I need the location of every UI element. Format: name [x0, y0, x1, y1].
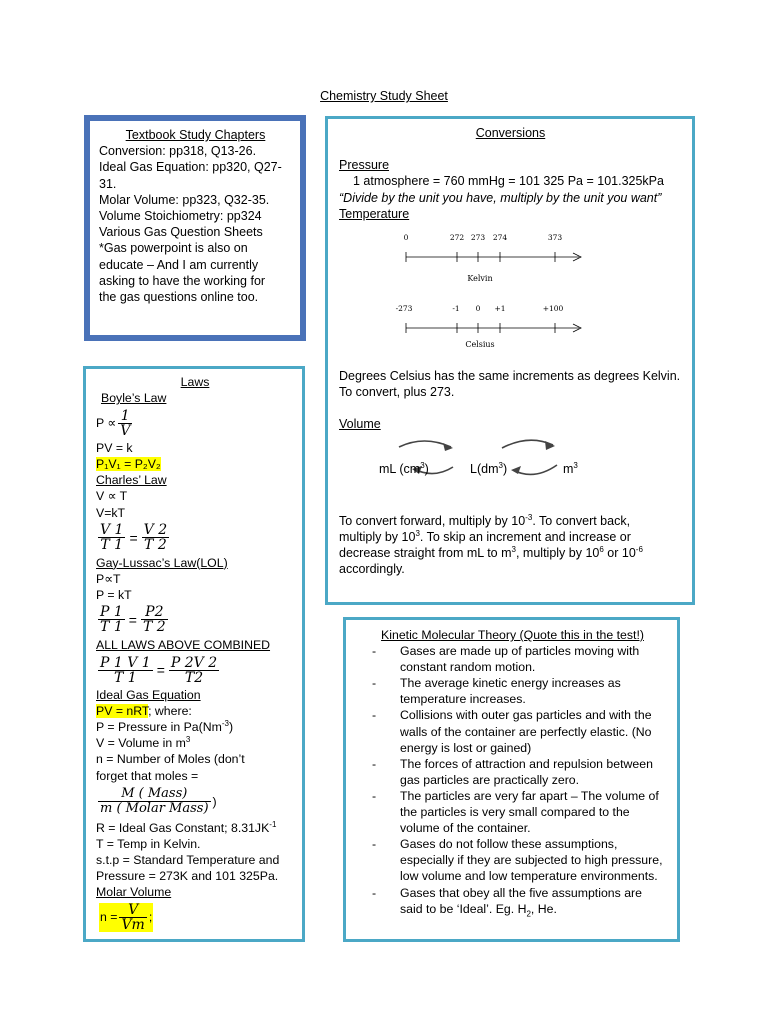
charles-law-heading: Charles’ Law — [96, 473, 167, 488]
gay-lussac-heading: Gay-Lussac’s Law(LOL) — [96, 555, 228, 570]
boyles-law-heading: Boyle’s Law — [101, 391, 167, 406]
kmt-item: - The average kinetic energy increases as temperature increases. — [356, 675, 669, 707]
charles-v-kt: V=kT — [96, 505, 126, 520]
volume-m-label: $m^3$ — [563, 460, 578, 476]
laws-box — [83, 366, 305, 942]
kmt-item: - The particles are very far apart – The volume of the particles is very small compared to the volume of the container. — [356, 788, 669, 836]
stp-definition: s.t.p = Standard Temperature and — [96, 852, 280, 867]
celsius-tick-label: -273 — [395, 304, 413, 314]
boyles-formula: P₁V₁ = P₂V₂ — [96, 457, 161, 472]
kmt-list — [356, 643, 669, 917]
conversions-heading: Conversions — [475, 126, 546, 140]
kmt-heading: Kinetic Molecular Theory (Quote this in the test!) — [381, 628, 644, 642]
combined-formula: $\frac{P 1 V 1}{T 1}$ = $\frac{P 2V 2}{T2}$ — [100, 654, 218, 686]
laws-heading: Laws — [180, 375, 210, 389]
kelvin-tick-label: 273 — [470, 233, 486, 243]
moles-definition: n = Number of Moles (don’t — [96, 752, 245, 767]
kmt-item: - Gases are made up of particles moving with constant random motion. — [356, 643, 669, 675]
volume-heading: Volume — [339, 417, 381, 432]
moles-definition: forget that moles = — [96, 768, 199, 783]
kmt-box — [343, 617, 680, 942]
volume-conversion-diagram — [339, 433, 682, 495]
kmt-item: - Collisions with outer gas particles and with the walls of the container are perfectly elastic. (No energy is lost or gained) — [356, 707, 669, 755]
volume-note: To convert forward, multiply by $10^{-3}$. To convert back, multiply by $10^3$. To skip an increment and increase or decrease straight from mL to $m^3$, multiply by $10^6$ or $10^{-6}$ accordingly. — [339, 512, 643, 577]
study-heading: Textbook Study Chapters — [125, 128, 266, 142]
kelvin-tick-label: 373 — [547, 233, 563, 243]
ideal-gas-formula: PV = nRT; where: — [96, 704, 192, 719]
ideal-gas-heading: Ideal Gas Equation — [96, 688, 201, 703]
pressure-quote: “Divide by the unit you have, multiply by the unit you want” — [339, 190, 662, 205]
molar-volume-formula: n = $\frac{V}{Vm}$ ; — [100, 901, 153, 933]
gas-constant-definition: R = Ideal Gas Constant; $8.31JK^{-1}$ — [96, 819, 277, 835]
boyles-pv-k: PV = k — [96, 441, 133, 456]
kelvin-tick-label: 0 — [403, 233, 409, 243]
kelvin-axis-label: Kelvin — [467, 274, 493, 284]
temperature-scale-diagram — [339, 230, 682, 360]
kelvin-tick-label: 272 — [449, 233, 465, 243]
study-line: educate – And I am currently — [99, 257, 259, 272]
temperature-heading: Temperature — [339, 206, 410, 221]
celsius-tick-label: +100 — [542, 304, 564, 314]
kmt-item: - Gases do not follow these assumptions, especially if they are subjected to high pressure, low volume and low temperature environments. — [356, 836, 669, 884]
celsius-tick-label: 0 — [475, 304, 481, 314]
kelvin-tick-label: 274 — [492, 233, 508, 243]
study-line: asking to have the working for — [99, 273, 266, 288]
study-line: Volume Stoichiometry: pp324 — [99, 209, 262, 224]
volume-ml-label: mL $(cm^3)$ — [379, 460, 429, 476]
page-title: Chemistry Study Sheet — [320, 89, 448, 103]
charles-formula: $\frac{V 1}{T 1}$ = $\frac{V 2}{T 2}$ — [100, 522, 168, 554]
study-line: the gas questions online too. — [99, 290, 259, 305]
forward-arrow-1 — [399, 441, 451, 447]
kmt-item: - Gases that obey all the five assumptions are said to be ‘Ideal’. Eg. $H_2$, He. — [356, 885, 669, 917]
study-chapters-box — [84, 115, 306, 341]
molar-volume-heading: Molar Volume — [96, 884, 172, 899]
gay-lussac-proportion: P∝T — [96, 571, 121, 586]
celsius-tick-label: -1 — [452, 304, 460, 314]
stp-definition: Pressure = 273K and 101 325Pa. — [96, 868, 279, 883]
charles-proportion: V ∝ T — [96, 489, 128, 504]
boyles-proportion: P ∝ $\frac{1}{V}$ — [96, 407, 131, 439]
study-line: *Gas powerpoint is also on — [99, 241, 248, 256]
volume-l-label: $L(dm^3)$ — [470, 460, 508, 476]
gay-lussac-p-kt: P = kT — [96, 587, 132, 602]
pressure-line: 1 atmosphere = 760 mmHg = 101 325 Pa = 101.325kPa — [353, 174, 664, 189]
celsius-axis-label: Celsius — [465, 340, 495, 350]
pressure-heading: Pressure — [339, 158, 390, 173]
study-line: Conversion: pp318, Q13-26. — [99, 144, 257, 159]
temperature-note: To convert, plus 273. — [339, 385, 455, 400]
temperature-scale-svg — [339, 230, 589, 360]
conversions-box — [325, 116, 695, 605]
study-line: Various Gas Question Sheets — [99, 225, 263, 240]
celsius-tick-label: +1 — [494, 304, 506, 314]
study-line: 31. — [99, 176, 117, 191]
combined-heading: ALL LAWS ABOVE COMBINED — [96, 637, 271, 652]
volume-arrows-svg — [339, 433, 589, 495]
volume-definition: V = Volume in $m^3$ — [96, 735, 191, 751]
study-line: Ideal Gas Equation: pp320, Q27- — [99, 160, 282, 175]
temperature-definition: T = Temp in Kelvin. — [96, 836, 201, 851]
kmt-item: - The forces of attraction and repulsion between gas particles are practically zero. — [356, 756, 669, 788]
moles-fraction: $\frac{\text{M ( Mass)}}{\text{m ( Molar Mass)}}$ ) — [100, 786, 217, 817]
gay-lussac-formula: $\frac{P 1}{T 1}$ = $\frac{P2}{T 2}$ — [100, 604, 166, 636]
back-arrow-2 — [513, 465, 557, 474]
pressure-definition: P = Pressure in $Pa(Nm^{-3})$ — [96, 719, 234, 735]
temperature-note: Degrees Celsius has the same increments as degrees Kelvin. — [339, 369, 681, 384]
study-line: Molar Volume: pp323, Q32-35. — [99, 192, 270, 207]
